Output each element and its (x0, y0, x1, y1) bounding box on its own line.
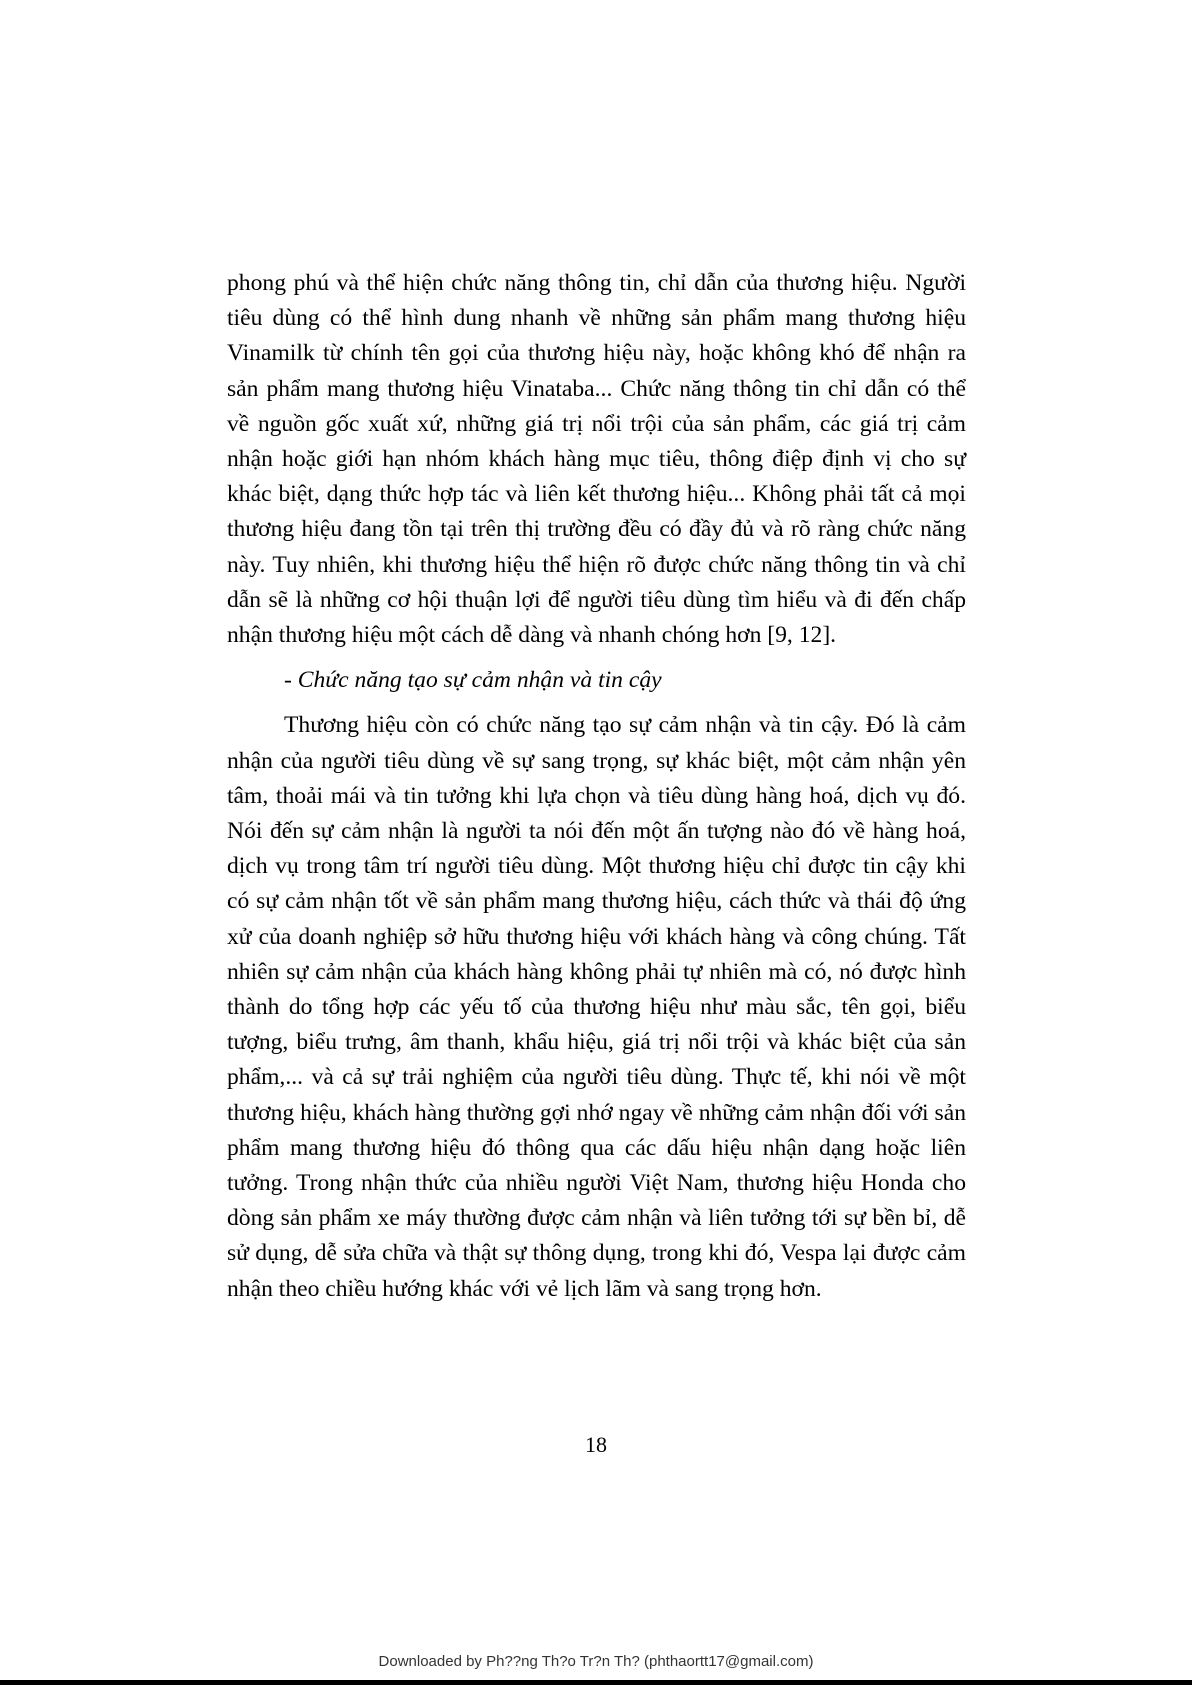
continuation-paragraph: phong phú và thể hiện chức năng thông tin, chỉ dẫn của thương hiệu. Người tiêu dùng có thể hình dung nhanh về những sản phẩm mang thương hiệu Vinamilk từ chính tên gọi của thương hiệu này, hoặc không khó để nhận ra sản phẩm mang thương hiệu Vinataba... Chức năng thông tin chỉ dẫn có thể về nguồn gốc xuất xứ, những giá trị nổi trội của sản phẩm, các giá trị cảm nhận hoặc giới hạn nhóm khách hàng mục tiêu, thông điệp định vị cho sự khác biệt, dạng thức hợp tác và liên kết thương hiệu... Không phải tất cả mọi thương hiệu đang tồn tại trên thị trường đều có đầy đủ và rõ ràng chức năng này. Tuy nhiên, khi thương hiệu thể hiện rõ được chức năng thông tin và chỉ dẫn sẽ là những cơ hội thuận lợi để người tiêu dùng tìm hiểu và đi đến chấp nhận thương hiệu một cách dễ dàng và nhanh chóng hơn [9, 12]. (227, 270, 966, 649)
page-body (227, 266, 966, 1307)
bottom-rule (0, 1680, 1192, 1685)
download-footer: Downloaded by Ph??ng Th?o Tr?n Th? (phthaortt17@gmail.com) (378, 1653, 814, 1670)
page-number: 18 (585, 1432, 607, 1457)
section-heading: - Chức năng tạo sự cảm nhận và tin cậy (284, 667, 662, 694)
body-paragraph: Thương hiệu còn có chức năng tạo sự cảm nhận và tin cậy. Đó là cảm nhận của người tiêu dùng về sự sang trọng, sự khác biệt, một cảm nhận yên tâm, thoải mái và tin tưởng khi lựa chọn và tiêu dùng hàng hoá, dịch vụ đó. Nói đến sự cảm nhận là người ta nói đến một ấn tượng nào đó về hàng hoá, dịch vụ trong tâm trí người tiêu dùng. Một thương hiệu chỉ được tin cậy khi có sự cảm nhận tốt về sản phẩm mang thương hiệu, cách thức và thái độ ứng xử của doanh nghiệp sở hữu thương hiệu với khách hàng và công chúng. Tất nhiên sự cảm nhận của khách hàng không phải tự nhiên mà có, nó được hình thành do tổng hợp các yếu tố của thương hiệu như màu sắc, tên gọi, biểu tượng, biểu trưng, âm thanh, khẩu hiệu, giá trị nổi trội và khác biệt của sản phẩm,... và cả sự trải nghiệm của người tiêu dùng. Thực tế, khi nói về một thương hiệu, khách hàng thường gợi nhớ ngay về những cảm nhận đối với sản phẩm mang thương hiệu đó thông qua các dấu hiệu nhận dạng hoặc liên tưởng. Trong nhận thức của nhiều người Việt Nam, thương hiệu Honda cho dòng sản phẩm xe máy thường được cảm nhận và liên tưởng tới sự bền bỉ, dễ sử dụng, dễ sửa chữa và thật sự thông dụng, trong khi đó, Vespa lại được cảm nhận theo chiều hướng khác với vẻ lịch lãm và sang trọng hơn. (227, 712, 966, 1302)
